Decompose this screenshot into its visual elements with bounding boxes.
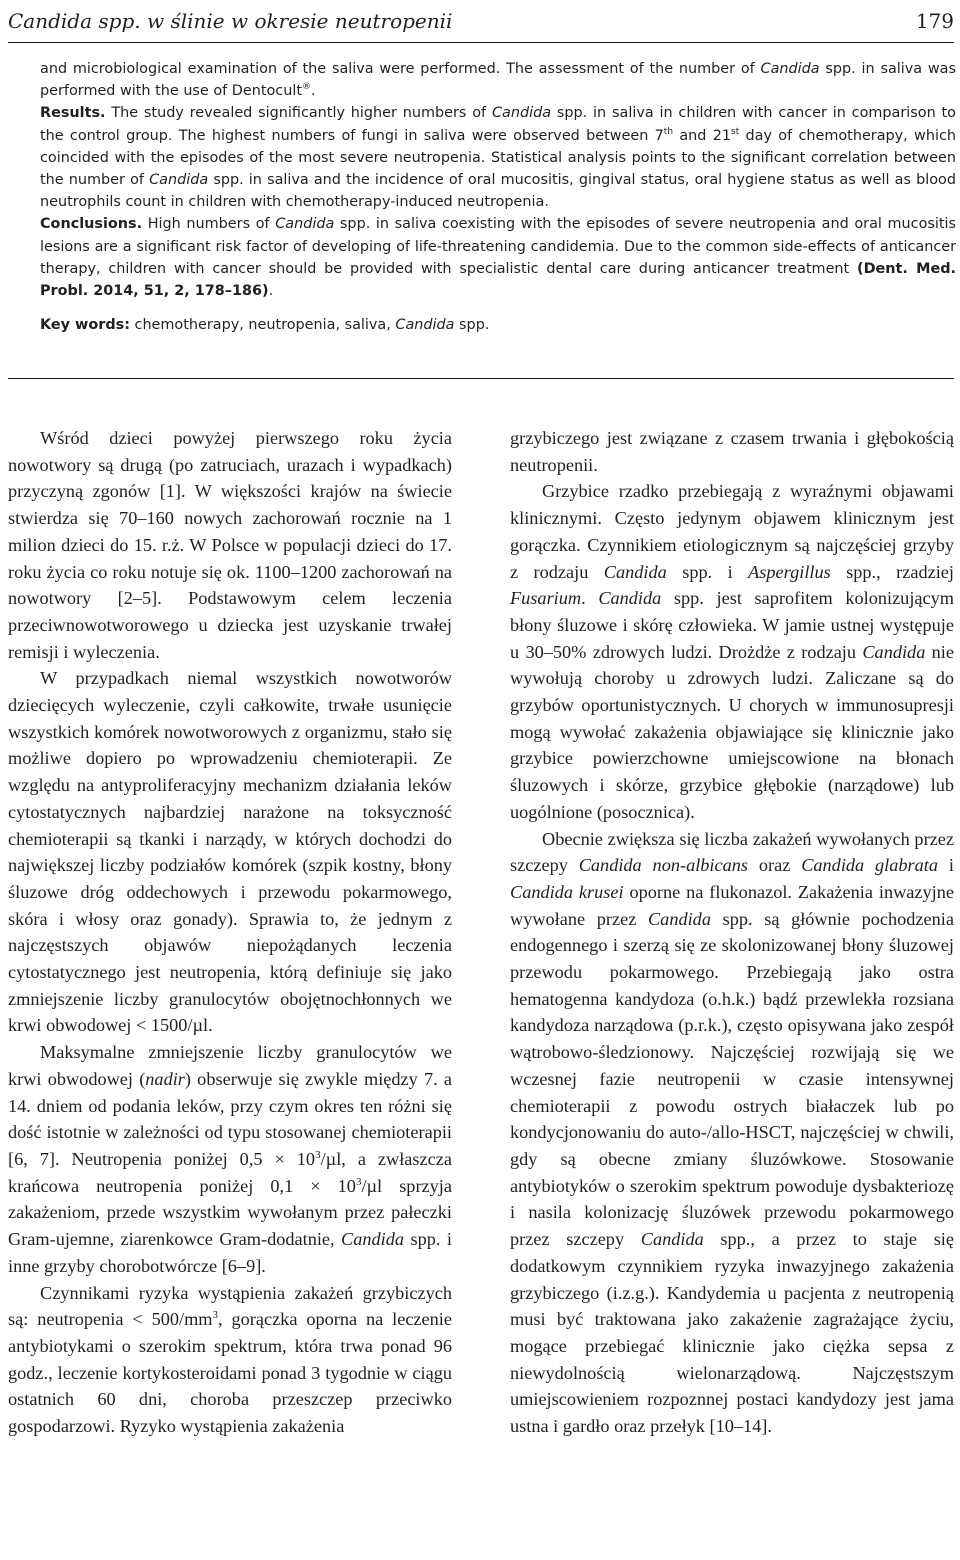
keywords-text: chemotherapy, neutropenia, saliva, [129, 317, 396, 334]
genus-name: Candida [8, 9, 93, 33]
abstract-text: spp. in saliva in children with cancer in comparison to the control group. The highest numbers of fungi in saliva were observed between 7 [40, 105, 956, 144]
abstract-rule [8, 378, 954, 379]
citation: (Dent. Med. Probl. 2014, 51, 2, 178–186) [40, 260, 956, 300]
running-header [8, 0, 954, 42]
abstract-text: The study revealed significantly higher numbers of [105, 105, 492, 122]
body-paragraph [8, 1280, 452, 1440]
abstract-text: day of chemotherapy, which coincided with the episodes of the most severe neutropenia. Statistical analysis points to the significant correlation between the number of [40, 127, 956, 189]
genus-name: Candida [491, 105, 552, 122]
species-name: Candida non-albicans [578, 855, 749, 876]
body-text: oporne na flukonazol. Zakażenia inwazyjne wywołane przez [510, 881, 954, 929]
body-text: Obecnie zwiększa się liczba zakażeń wywołanych przez szczepy [510, 828, 954, 876]
genus-name: Aspergillus [748, 561, 831, 582]
running-title-text: spp. w ślinie w okresie neutropenii [92, 9, 453, 33]
genus-name: Candida [640, 1229, 704, 1250]
body-text: spp. i [666, 561, 749, 582]
body-text: Maksymalne zmniejszenie liczby granulocytów we krwi obwodowej ( [8, 1042, 452, 1089]
genus-name: Candida [395, 317, 455, 334]
body-text: ) obserwuje się zwykle między 7. a 14. dniem od podania leków, przy czym okres ten różni się dość istotnie w zależności od typu stosowanej chemioterapii [6, 7]. Neutropenia poniżej 0,5 × 10 [8, 1068, 452, 1169]
body-paragraph: W przypadkach niemal wszystkich nowotworów dziecięcych wyleczenie, czyli całkowite, trwałe usunięcie wszystkich komórek nowotworowych z organizmu, stało się możliwe dopiero po wprowadzeniu chemioterapii. Ze względu na antyproliferacyjny mechanizm działania leków cytostatycznych najbardziej narażone na toksyczność chemioterapii są tkanki i narządy, w których dochodzi do największej liczby podziałów komórek (szpik kostny, błony śluzowe dróg oddechowych i przewodu pokarmowego, skóra i włosy oraz gonady). Sprawia to, że jednym z najczęstszych objawów niepożądanych leczenia cytostatycznego jest neutropenia, którą definiuje się jako zmniejszenie liczby granulocytów obojętnochłonnych we krwi obwodowej < 1500/µl. [8, 668, 452, 1036]
body-paragraph: Wśród dzieci powyżej pierwszego roku życia nowotwory są drugą (po zatruciach, urazach i wypadkach) przyczyną zgonów [1]. W większości krajów na świecie stwierdza się 70–160 nowych zachorowań rocznie na 1 milion dzieci do 15. r.ż. W Polsce w populacji dzieci do 17. roku życia co roku notuje się ok. 1100–1200 zachorowań na nowotwory [2–5]. Podstawowym celem leczenia przeciwnowotworowego u dziecka jest uzyskanie trwałej remisji i wyleczenia. [8, 428, 452, 662]
body-paragraph [8, 1039, 452, 1279]
body-text: . [581, 588, 599, 609]
body-text: Grzybice rzadko przebiegają z wyraźnymi objawami klinicznymi. Często jedynym objawem klinicznym jest gorączka. Czynnikiem etiologicznym są najczęściej grzyby z rodzaju [510, 481, 954, 582]
body-text: nie wywołują choroby u zdrowych ludzi. Zaliczane są do grzybów oportunistycznych. U chorych w immunosupresji mogą wywołać zakażenia objawiające się klinicznie jako grzybice powierzchowne umiejscowione na błonach śluzowych i skórze, grzybice głębokie (narządowe) lub uogólnione (posocznica). [510, 641, 954, 822]
page-number: 179 [915, 9, 954, 33]
abstract-text: and microbiological examination of the saliva were performed. The assessment of the number of [40, 61, 761, 77]
genus-name: Candida [149, 172, 209, 189]
body-paragraph: grzybiczego jest związane z czasem trwania i głębokością neutropenii. [510, 428, 954, 475]
keywords [40, 314, 956, 336]
body-text: oraz [748, 855, 802, 876]
body-text: spp. i inne grzyby chorobotwórcze [6–9]. [8, 1229, 452, 1276]
registered-mark: ® [301, 82, 311, 93]
body-paragraph [510, 826, 954, 1440]
body-text: i [938, 855, 954, 876]
species-name: Candida glabrata [801, 855, 939, 876]
genus-name: Candida [760, 61, 820, 77]
species-name: Candida krusei [510, 881, 624, 902]
genus-name: Candida [647, 908, 711, 929]
exponent: 3 [355, 1175, 362, 1188]
body-text: Czynnikami ryzyka wystąpienia zakażeń grzybiczych są: neutropenia < 500/mm [8, 1282, 452, 1330]
abstract-text: High numbers of [142, 216, 276, 233]
body-text: /µl sprzyja zakażeniom, przede wszystkim wywołanym przez pałeczki Gram-ujemne, ziarenkowce Gram-dodatnie, [8, 1175, 452, 1250]
term-nadir: nadir [145, 1068, 185, 1089]
genus-name: Fusarium [510, 588, 582, 609]
conclusions-label: Conclusions. [40, 216, 143, 233]
genus-name: Candida [275, 216, 335, 233]
abstract-text: . [310, 83, 316, 100]
genus-name: Candida [598, 588, 662, 609]
ordinal-suffix: th [663, 126, 674, 137]
running-title [8, 9, 452, 33]
ordinal-suffix: st [731, 126, 740, 137]
exponent: 3 [212, 1309, 219, 1322]
exponent: 3 [315, 1148, 321, 1161]
body-paragraph [510, 478, 954, 825]
results-label: Results. [40, 105, 106, 122]
keywords-text: spp. [454, 317, 490, 334]
abstract [40, 58, 956, 336]
body-column-left [8, 425, 452, 1440]
abstract-text: spp. in saliva coexisting with the episodes of severe neutropenia and oral mucositis lesions are a significant risk factor of developing of life-threatening candidemia. Due to the common side-effects of anticancer therapy, children with cancer should be provided with specialistic dental care during anticancer treatment [40, 216, 957, 277]
header-rule [8, 42, 954, 43]
genus-name: Candida [862, 641, 926, 662]
body-text: spp., rzadziej [830, 561, 954, 582]
body-text: spp. jest saprofitem kolonizującym błony śluzowe i skórę człowieka. W jamie ustnej występuje u 30–50% zdrowych ludzi. Drożdże z rodzaju [510, 588, 954, 662]
genus-name: Candida [603, 561, 667, 582]
body-text: , gorączka oporna na leczenie antybiotykami o szerokim spektrum, która trwa ponad 96 godz., leczenie kortykosteroidami ponad 3 tygodnie w ciągu ostatnich 60 dni, choroba przeszczep przeciwko gospodarzowi. Ryzyko wystąpienia zakażenia [8, 1309, 452, 1437]
abstract-text: spp. in saliva and the incidence of oral mucositis, gingival status, oral hygiene status as well as blood neutrophils count in children with chemotherapy-induced neutropenia. [40, 172, 956, 211]
body-text: /µl, a zwłaszcza krańcowa neutropenia poniżej 0,1 × 10 [8, 1148, 452, 1196]
genus-name: Candida [341, 1229, 405, 1250]
abstract-text: spp. in saliva was performed with the use of Dentocult [40, 61, 956, 100]
keywords-label: Key words: [40, 317, 130, 334]
abstract-text: . [268, 283, 274, 300]
abstract-text: and 21 [673, 127, 732, 144]
abstract-paragraph [40, 58, 956, 302]
body-text: spp. są głównie pochodzenia endogennego i szerzą się ze skolonizowanej błony śluzowej przewodu pokarmowego. Przebiegają jako ostra hematogenna kandydoza (o.h.k.) bądź przewlekła rozsiana kandydoza narządowa (p.r.k.), często opisywana jako zespół wątrobowo-śledzionowy. Najczęściej rozwijają się we wczesnej fazie neutropenii w czasie intensywnej chemioterapii z powodu ostrych białaczek lub po kondycjonowaniu do auto-/allo-HSCT, najczęściej w chwili, gdy są obecne zmiany śluzówkowe. Stosowanie antybiotyków o szerokim spektrum powoduje dysbakteriozę i nasila kolonizację śluzówek przewodu pokarmowego przez szczepy [510, 908, 954, 1250]
body-column-right [510, 425, 954, 1440]
body-text: spp., a przez to staje się dodatkowym czynnikiem ryzyka inwazyjnego zakażenia grzybiczego (i.z.g.). Kandydemia u pacjenta z neutropenią musi być traktowana jako zakażenie zagrażające życiu, mogące przebiegać klinicznie jako ciężka sepsa z niewydolnością wielonarządową. Najczęstszym umiejscowieniem rozpoznnej postaci kandydozy jest jama ustna i gardło oraz przełyk [10–14]. [510, 1229, 954, 1437]
